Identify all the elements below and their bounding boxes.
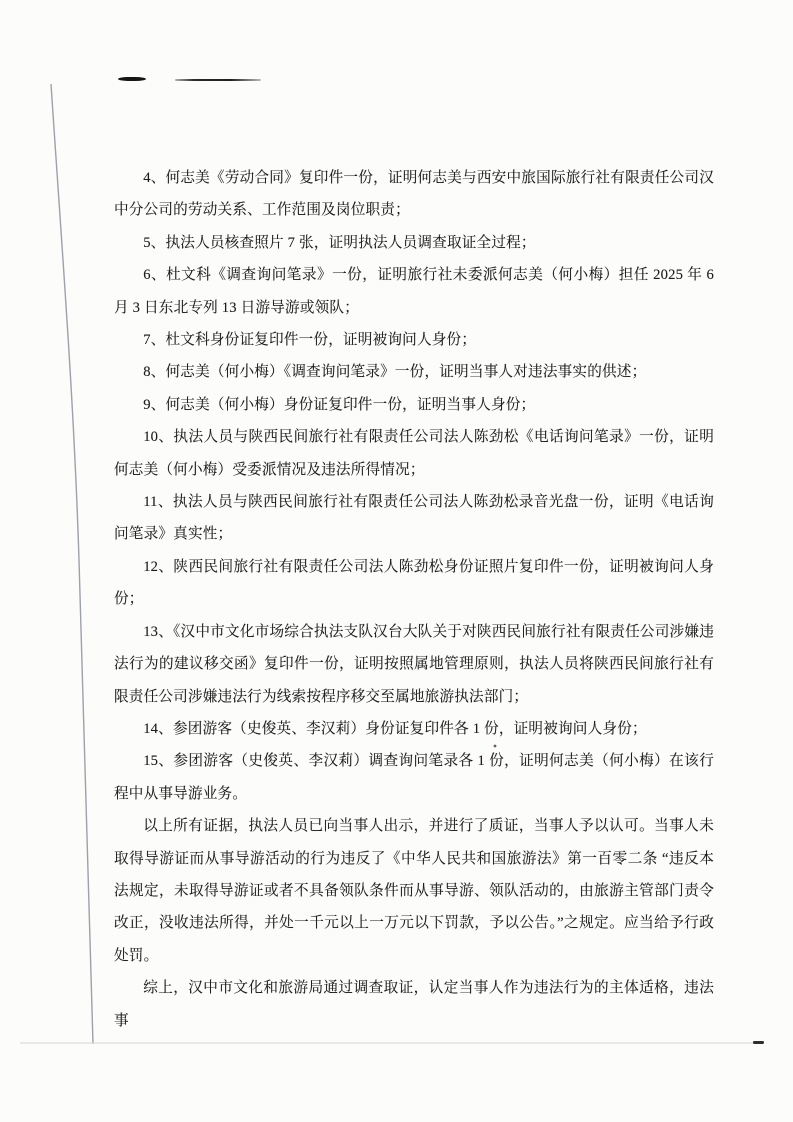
document-paragraph: 以上所有证据，执法人员已向当事人出示，并进行了质证，当事人予以认可。当事人未取得导游证而从事导游活动的行为违反了《中华人民共和国旅游法》第一百零二条 “违反本法规定，未取得导游证或者不具备领队条件而从事导游、领队活动的，由旅游主管部门责令改正，没收违法所得，并处一千元以上一万元以下罚款，予以公告。”之规定。应当给予行政处罚。	[114, 818, 714, 964]
bottom-edge-dark-tick	[753, 1041, 764, 1044]
document-paragraph: 13、《汉中市文化市场综合执法支队汉台大队关于对陕西民间旅行社有限责任公司涉嫌违法行为的建议移交函》复印件一份，证明按照属地管理原则，执法人员将陕西民间旅行社有限责任公司涉嫌违法行为线索按程序移交至属地旅游执法部门；	[114, 623, 714, 705]
document-paragraph: 9、何志美（何小梅）身份证复印件一份，证明当事人身份；	[143, 396, 536, 413]
top-ink-mark-short	[118, 77, 146, 81]
document-paragraph: 10、执法人员与陕西民间旅行社有限责任公司法人陈劲松《电话询问笔录》一份，证明何志美（何小梅）受委派情况及违法所得情况；	[114, 429, 714, 478]
document-paragraph: 综上，汉中市文化和旅游局通过调查取证，认定当事人作为违法行为的主体适格，违法事	[114, 980, 714, 1029]
document-paragraph: 4、何志美《劳动合同》复印件一份，证明何志美与西安中旅国际旅行社有限责任公司汉中分公司的劳动关系、工作范围及岗位职责；	[114, 170, 714, 219]
document-paragraph: 15、参团游客（史俊英、李汉莉）调查询问笔录各 1 份，证明何志美（何小梅）在该行程中从事导游业务。	[114, 753, 714, 802]
document-body	[114, 162, 714, 1037]
top-ink-mark-long	[175, 79, 261, 81]
document-paragraph: 14、参团游客（史俊英、李汉莉）身份证复印件各 1 份，证明被询问人身份；	[143, 720, 647, 737]
document-paragraph: 8、何志美（何小梅）《调查询问笔录》一份，证明当事人对违法事实的供述；	[143, 364, 647, 381]
document-paragraph: 12、陕西民间旅行社有限责任公司法人陈劲松身份证照片复印件一份，证明被询问人身份；	[114, 558, 714, 608]
document-paragraph: 5、执法人员核查照片 7 张，证明执法人员调查取证全过程；	[143, 234, 536, 251]
page-fold-line	[51, 84, 93, 1044]
document-paragraph: 11、执法人员与陕西民间旅行社有限责任公司法人陈劲松录音光盘一份，证明《电话询问笔录》真实性；	[114, 494, 714, 543]
document-paragraph: 7、杜文科身份证复印件一份，证明被询问人身份；	[143, 332, 477, 349]
document-paragraph: 6、杜文科《调查询问笔录》一份，证明旅行社未委派何志美（何小梅）担任 2025 年 6 月 3 日东北专列 13 日游导游或领队；	[114, 267, 714, 316]
